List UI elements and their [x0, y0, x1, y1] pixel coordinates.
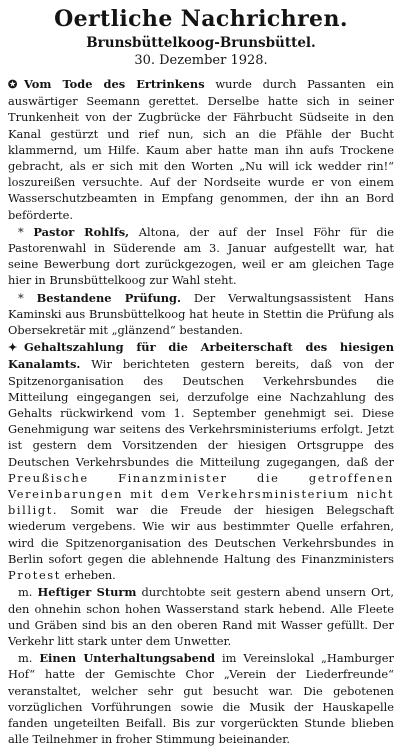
dateline: Brunsbüttelkoog-Brunsbüttel.	[86, 35, 316, 51]
article-exam	[8, 290, 394, 339]
article-body: Altona, der auf der Insel Föhr für die Pastorenwahl in Süderende am 3. Januar aufgestellt war, hat seine Bewerbung dort zurückgezogen, weil er am gleichen Tage hier in Brunsbüttelkoog zur Wahl steht.	[8, 224, 394, 288]
article-evening	[8, 650, 394, 747]
author-mark: m.	[18, 585, 33, 600]
article-headline: Bestandene Prüfung.	[36, 290, 181, 305]
article-salary	[8, 339, 394, 583]
article-headline: Pastor Rohlfs,	[33, 224, 130, 239]
article-body: durchtobte seit gestern abend unsern Ort, den ohnehin schon hohen Wasserstand stark hebend. Alle Fleete und Gräben sind bis an den oberen Rand mit Wasser gefüllt. Der Verkehr litt stark unter dem Unwetter.	[8, 585, 394, 648]
article-body: Wir berichteten gestern bereits, daß von der Spitzenorganisation des Deutschen Verkehrsbundes die Mitteilung eingegangen sei, derzufolge eine Nachzahlung des Gehalts rückwirkend vom 1. September genehmigt sei. Diese Genehmigung war seitens des Verkehrsministeriums erfolgt. Jetzt ist gestern dem Vorsitzenden der hiesigen Ortsgruppe des Deutschen Verkehrsbundes die Mitteilung zugegangen, daß der	[8, 357, 395, 469]
issue-date: 30. Dezember 1928.	[134, 53, 268, 68]
bullet-icon: ✪	[8, 78, 18, 91]
asterisk-icon: *	[18, 224, 24, 239]
article-pastor	[8, 224, 394, 289]
article-headline: Heftiger Sturm	[37, 585, 137, 600]
article-body: im Vereinslokal „Hamburger Hof“ hatte der Gemischte Chor „Verein der Liederfreunde“ veranstaltet, welcher sehr gut besucht war. Die gebotenen vorzüglichen Vorführungen sowie die Musik der Hauskapelle fanden ungeteilten Beifall. Bis zur vorgerückten Stunde blieben alle Teilnehmer in froher Stimmung beieinander.	[8, 651, 394, 747]
article-body: Der Verwaltungsassistent Hans Kaminski aus Brunsbüttelkoog hat heute in Stettin die Prüfung als Obersekretär mit „glänzend“ bestanden.	[8, 290, 394, 338]
article-headline: Einen Unterhaltungsabend	[39, 651, 216, 666]
article-body: erheben.	[64, 568, 116, 583]
article-rescue	[8, 76, 394, 223]
article-body: Somit war die Freude der hiesigen Belegschaft wiederum vergebens. Wie wir aus bestimmter Quelle erfahren, wird die Spitzenorganisation des Deutschen Verkehrsbundes in Berlin sofort gegen die ablehnende Haltung des Finanzministers	[8, 503, 394, 566]
article-headline: Gehaltszahlung für die Arbeiterschaft des hiesigen Kanalamts.	[8, 340, 394, 372]
diamond-bullet-icon: ✦	[8, 341, 18, 355]
article-body: wurde durch Passanten ein auswärtiger Seemann gerettet. Derselbe hatte sich in seiner Trunkenheit von der Zugbrücke der Fährbucht Südseite in den Kanal gestürzt und rief nun, sich an die Pfähle der Bucht klammernd, um Hilfe. Kaum aber hatte man ihn aufs Trockene gebracht, als er sich mit den Worten „Nu will ick wedder rin!“ loszureißen versuchte. Auf der Nordseite wurde er von einem Wasserschutzbeamten in Empfang genommen, der ihn an Bord beförderte.	[8, 77, 395, 222]
article-storm	[8, 584, 394, 649]
asterisk-icon: *	[18, 290, 24, 305]
article-emphasis: Protest	[8, 568, 61, 583]
masthead: Oertliche Nachrichren.	[54, 6, 348, 32]
author-mark: m.	[18, 651, 33, 666]
article-emphasis: Preußische Finanzminister die getroffenen Vereinbarungen mit dem Verkehrsministerium nicht billigt.	[8, 470, 394, 518]
article-headline: Vom Tode des Ertrinkens	[24, 77, 205, 91]
